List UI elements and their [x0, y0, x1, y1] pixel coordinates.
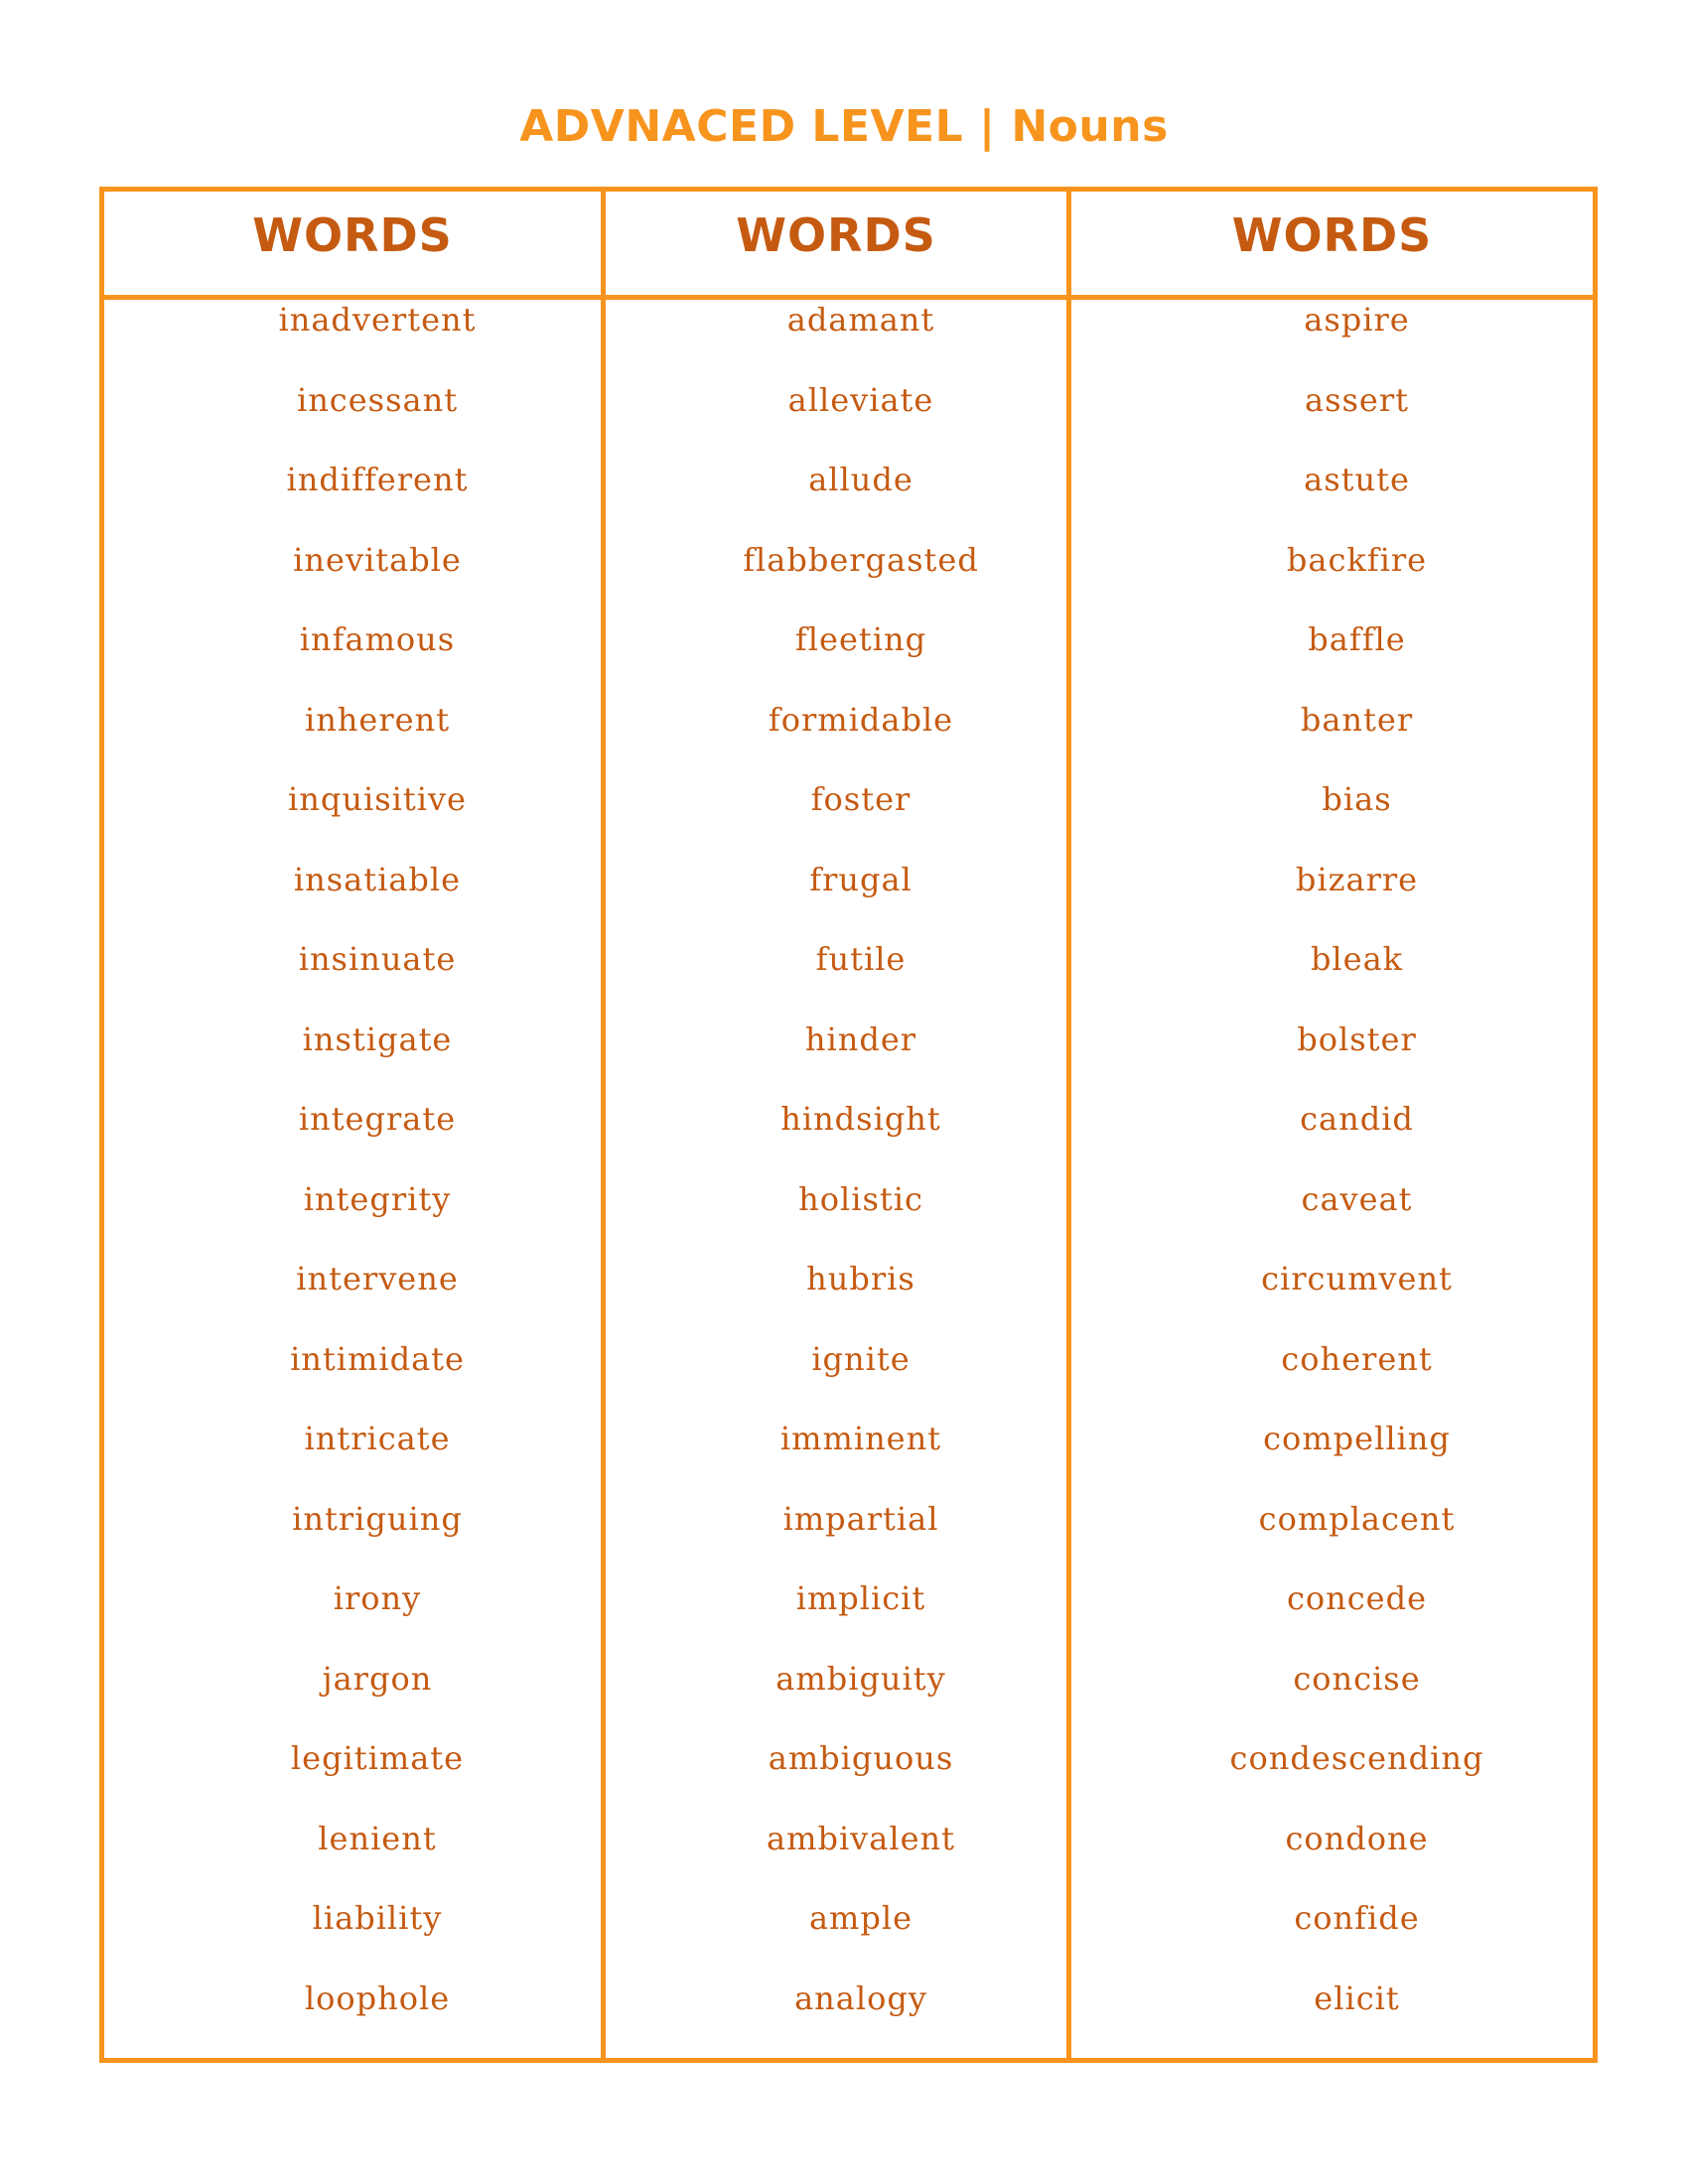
word-item: instigate: [302, 1020, 453, 1058]
word-item: concise: [1293, 1659, 1421, 1698]
word-item: integrity: [303, 1179, 452, 1218]
word-item: inevitable: [293, 540, 462, 579]
word-item: impartial: [782, 1499, 939, 1538]
word-item: irony: [333, 1579, 422, 1617]
word-item: hubris: [806, 1260, 915, 1297]
word-item: imminent: [779, 1420, 942, 1457]
word-item: inquisitive: [288, 780, 467, 818]
word-item: legitimate: [290, 1739, 465, 1777]
word-item: backfire: [1286, 540, 1428, 579]
word-item: formidable: [768, 700, 954, 739]
word-item: infamous: [299, 620, 456, 658]
word-item: ambivalent: [767, 1819, 955, 1857]
word-item: implicit: [795, 1579, 926, 1617]
page-title: ADVNACED LEVEL | Nouns: [519, 101, 1169, 152]
word-item: banter: [1300, 700, 1414, 739]
word-item: lenient: [318, 1819, 437, 1857]
word-item: concede: [1286, 1579, 1428, 1617]
word-item: liability: [312, 1899, 443, 1937]
word-item: allude: [808, 461, 914, 498]
word-item: bleak: [1310, 940, 1404, 978]
word-item: baffle: [1308, 620, 1406, 658]
word-item: assert: [1304, 380, 1409, 419]
word-item: candid: [1300, 1100, 1414, 1138]
word-item: compelling: [1263, 1420, 1451, 1457]
word-item: inherent: [304, 700, 451, 739]
word-item: jargon: [322, 1659, 433, 1698]
word-item: alleviate: [787, 380, 934, 419]
word-item: condescending: [1229, 1739, 1484, 1777]
word-item: analogy: [794, 1979, 927, 2017]
word-list-1: [104, 300, 601, 2058]
word-item: intimidate: [290, 1339, 465, 1378]
header-row: [102, 190, 1596, 298]
word-columns-row: [102, 298, 1596, 2061]
word-item: insatiable: [293, 860, 462, 898]
word-item: holistic: [798, 1179, 923, 1218]
word-column-1: [102, 298, 604, 2061]
word-item: hindsight: [780, 1100, 941, 1138]
word-list-3: [1071, 300, 1593, 2058]
word-item: caveat: [1301, 1179, 1413, 1218]
column-header-2: WORDS: [604, 190, 1069, 298]
word-item: adamant: [786, 301, 935, 339]
word-column-2: [604, 298, 1069, 2061]
word-item: aspire: [1304, 301, 1410, 339]
word-item: elicit: [1314, 1979, 1400, 2017]
word-item: complacent: [1258, 1499, 1456, 1538]
word-item: bizarre: [1295, 860, 1419, 898]
word-item: ignite: [811, 1339, 911, 1378]
word-item: coherent: [1281, 1339, 1433, 1378]
word-item: ambiguity: [775, 1659, 946, 1698]
word-item: loophole: [304, 1979, 451, 2017]
column-header-3: WORDS: [1069, 190, 1596, 298]
word-item: hinder: [804, 1020, 917, 1058]
word-item: foster: [810, 780, 912, 818]
word-item: circumvent: [1261, 1260, 1453, 1297]
word-table: [99, 187, 1598, 2063]
word-item: indifferent: [286, 461, 469, 498]
word-item: ambiguous: [768, 1739, 954, 1777]
word-item: frugal: [809, 860, 913, 898]
word-item: flabbergasted: [743, 540, 979, 579]
word-item: condone: [1285, 1819, 1429, 1857]
word-item: bolster: [1297, 1020, 1417, 1058]
word-item: intriguing: [292, 1499, 463, 1538]
word-item: fleeting: [794, 620, 927, 658]
word-item: bias: [1322, 780, 1392, 818]
word-item: confide: [1294, 1899, 1420, 1937]
word-item: futile: [815, 940, 907, 978]
word-item: intricate: [304, 1420, 451, 1457]
column-header-1: WORDS: [102, 190, 604, 298]
word-column-3: [1069, 298, 1596, 2061]
word-item: inadvertent: [278, 301, 477, 339]
word-item: incessant: [296, 380, 459, 419]
word-item: astute: [1304, 461, 1410, 498]
word-item: intervene: [296, 1260, 459, 1297]
word-item: insinuate: [298, 940, 457, 978]
word-item: ample: [808, 1899, 914, 1937]
word-item: integrate: [298, 1100, 457, 1138]
word-list-2: [606, 300, 1066, 2058]
